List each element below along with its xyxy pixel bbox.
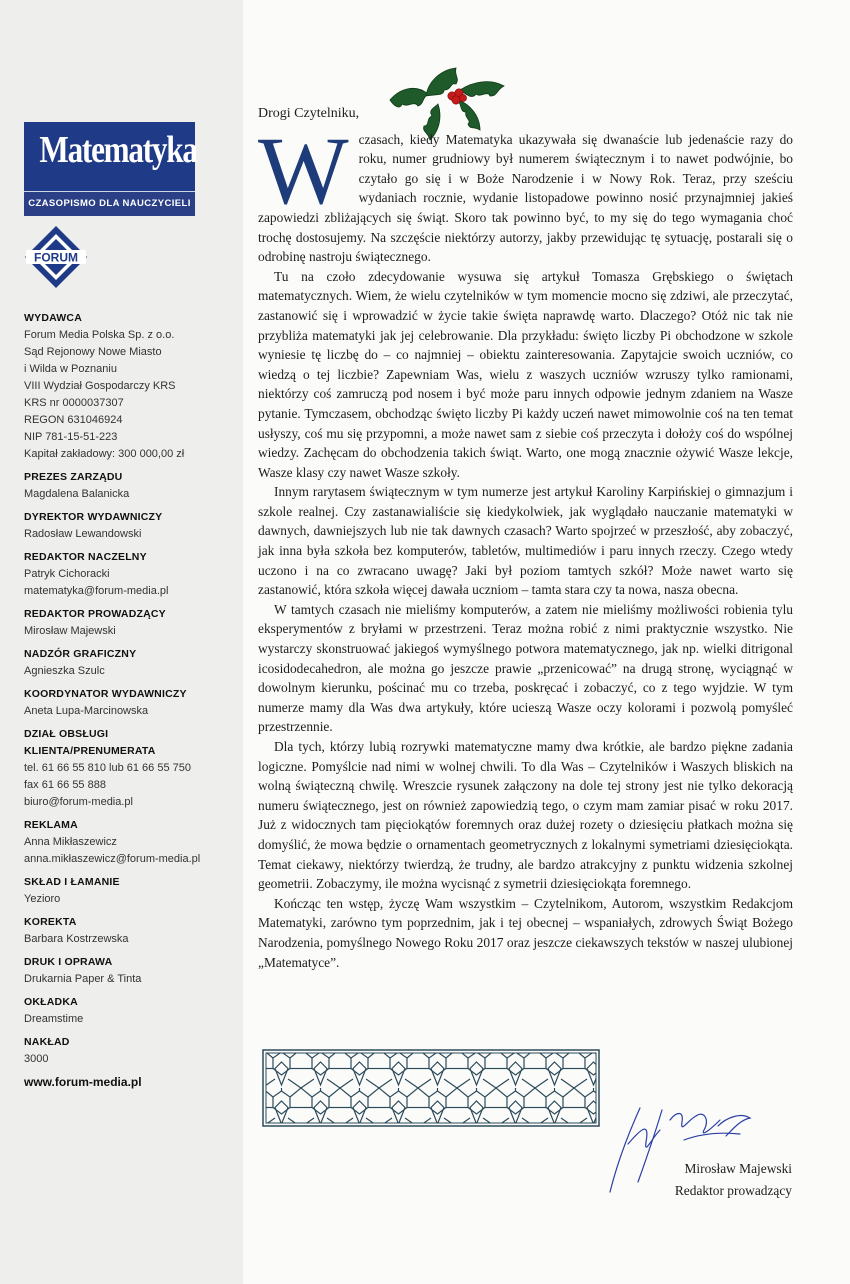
- signer-role: Redaktor prowadzący: [674, 1183, 792, 1198]
- credit-heading: SKŁAD I ŁAMANIE: [24, 876, 120, 888]
- credit-heading: KOORDYNATOR WYDAWNICZY: [24, 688, 187, 700]
- paragraph-5: Dla tych, którzy lubią rozrywki matematyczne mamy dwa krótkie, ale bardzo piękne zadania logiczne. Pomyślcie nad nimi w wolnej chwili. To dla Was – Czytelników i Waszych bliskich na wolną świąteczną chwilę. Wreszcie rysunek załączony na dole tej strony jest nie tylko dekoracją numeru świątecznego, jest on również zapowiedzią tego, o czym mam zamiar pisać w roku 2017. Już z widocznych tam pięciokątów foremnych oraz dużej rozety o dziesięciu płatkach można się domyślić, że mowa będzie o ornamentach geometrycznych z lokalnymi symetriami dziesięciokąta. Temat ciekawy, niektórzy twierdzą, że trudny, ale bardzo atrakcyjny z punktu widzenia szkolnej geometrii. Zobaczymy, ile można wycisnąć z symetrii dziesięciokąta foremnego.: [258, 739, 793, 892]
- credit-line: NIP 781-15-51-223: [24, 431, 118, 443]
- logo-subtitle: CZASOPISMO DLA NAUCZYCIELI: [28, 198, 191, 209]
- credit-line: Agnieszka Szulc: [24, 665, 105, 677]
- credit-line: i Wilda w Poznaniu: [24, 363, 117, 375]
- credit-heading: NAKŁAD: [24, 1036, 70, 1048]
- credit-line: Anna Mikłaszewicz: [24, 836, 117, 848]
- credit-heading: REDAKTOR PROWADZĄCY: [24, 608, 166, 620]
- credit-line: REGON 631046924: [24, 414, 123, 426]
- credit-heading: KOREKTA: [24, 916, 77, 928]
- magazine-logo: [24, 122, 195, 216]
- credit-block: [24, 606, 239, 640]
- credit-block: [24, 310, 239, 463]
- credit-line: Kapitał zakładowy: 300 000,00 zł: [24, 448, 185, 460]
- credit-line: Forum Media Polska Sp. z o.o.: [24, 329, 175, 341]
- credit-heading: OKŁADKA: [24, 996, 78, 1008]
- forum-logo-text: FORUM: [34, 250, 78, 265]
- credit-block: [24, 686, 239, 720]
- signature-block: [675, 1158, 792, 1202]
- credit-block: [24, 874, 239, 908]
- paragraph-2: Tu na czoło zdecydowanie wysuwa się artykuł Tomasza Grębskiego o świętach matematycznych. Wiem, że wielu czytelników w tym momencie mocno się zdziwi, ale przeczytać, zastanowić się i wprowadzić w życie takie święta naprawdę warto. Dlaczego? Otóż nic tak nie przybliża matematyki jak jej celebrowanie. Dla przykładu: święto liczby Pi obchodzone w szkole wyniesie tę liczbę do – co najmniej – obiektu zainteresowania. Zapytajcie swoich uczniów, co wiedzą o tej liczbie? Zapewniam Was, wielu z waszych uczniów wzruszy tylko ramionami, niektórzy coś zamruczą pod nosem i być może paru innych odpowie jednym zdaniem na Wasze pytanie. Tymczasem, obchodząc święto liczby Pi każdy uczeń nawet mimowolnie coś na ten temat usłyszy, coś mu się przypomni, a może nawet sam z siebie coś przeczyta i dołoży coś do wspólnej wiedzy. Zachęcam do obchodzenia takich świąt. Warto, one mogą znacznie ożywić Wasze lekcje, Wasze klasy czy nawet Wasze szkoły.: [258, 268, 793, 480]
- credit-line: Dreamstime: [24, 1013, 84, 1025]
- credit-heading: DRUK I OPRAWA: [24, 956, 113, 968]
- logo-title: Matematyka: [39, 129, 197, 171]
- dropcap-letter: W: [258, 116, 349, 224]
- credit-line: fax 61 66 55 888: [24, 779, 106, 791]
- credit-block: [24, 646, 239, 680]
- credit-line: VIII Wydział Gospodarczy KRS: [24, 380, 176, 392]
- credit-block: [24, 994, 239, 1028]
- credit-block: [24, 726, 239, 811]
- credit-line: Yezioro: [24, 893, 61, 905]
- credit-line: Radosław Lewandowski: [24, 528, 142, 540]
- paragraph-3: Innym rarytasem świątecznym w tym numerze jest artykuł Karoliny Karpińskiej o gimnazjum i szkole realnej. Czy zastanawialiście się kiedykolwiek, jak wyglądało nauczanie matematyki w dawnych, dawniejszych lub nie tak dawnych czasach? Warto spojrzeć w przeszłość, aby zobaczyć, jak inna była szkoła bez komputerów, tabletów, multimediów i paru innych rzeczy. Czego wtedy uczono i na co zwracano uwagę? Jaki był poziom tamtych szkół? Może nawet warto się zastanowić, która szkoła więcej dawała uczniom – tamta stara czy ta nowa, nasza obecna.: [258, 484, 793, 598]
- credit-block: [24, 954, 239, 988]
- credits-list: [24, 308, 239, 1091]
- credit-line: Drukarnia Paper & Tinta: [24, 973, 142, 985]
- credit-block: [24, 469, 239, 503]
- credit-heading: DYREKTOR WYDAWNICZY: [24, 511, 163, 523]
- credit-line: 3000: [24, 1053, 49, 1065]
- credit-block: [24, 817, 239, 868]
- credit-line: Magdalena Balanicka: [24, 488, 130, 500]
- website-link[interactable]: www.forum-media.pl: [24, 1075, 142, 1089]
- forum-logo-icon: [24, 225, 88, 289]
- credit-line: biuro@forum-media.pl: [24, 796, 133, 808]
- credit-block: [24, 549, 239, 600]
- credit-heading: PREZES ZARZĄDU: [24, 471, 123, 483]
- credit-line: matematyka@forum-media.pl: [24, 585, 169, 597]
- credit-line: Patryk Cichoracki: [24, 568, 110, 580]
- credit-line: Aneta Lupa-Marcinowska: [24, 705, 149, 717]
- credit-heading: REDAKTOR NACZELNY: [24, 551, 147, 563]
- credit-line: Mirosław Majewski: [24, 625, 116, 637]
- paragraph-4: W tamtych czasach nie mieliśmy komputerów, a zatem nie mieliśmy możliwości robienia tylu eksperymentów z bryłami w przestrzeni. Teraz można robić z nimi praktycznie wszystko. Nie wystarczy skonstruować jakiegoś wymyślnego potwora matematycznego, jak np. wielki ditrigonal icosidodecahedron, ale można go jeszcze prawie „przenicować” na drugą stronę, wyciągnąć w dowolnym kierunku, pościnać mu co trzeba, poskręcać i zobaczyć, co z tego wyjdzie. W tym numerze mamy dla Was dwa artykuły, które ucieszą Wasze oczy kolorami i pozwolą pomyśleć przestrzennie.: [258, 601, 793, 735]
- credit-block: [24, 914, 239, 948]
- paragraph-1: Wczasach, kiedy Matematyka ukazywała się dwanaście lub jedenaście razy do roku, numer grudniowy był numerem świątecznym i to nawet podwójnie, bo czytało go się i w Boże Narodzenie i w Nowy Rok. Teraz, przy sześciu wydaniach rocznie, wydanie listopadowe powinno nosić przynajmniej jakieś zapowiedzi zbliżających się świąt. Skoro tak powinno być, to my się do tego wymagania choć trochę dostosujemy. Na szczęście niektórzy autorzy, jakby przewidując tę sytuację, postarali się o odrobinę nastroju świątecznego.: [258, 116, 793, 265]
- credit-block: [24, 1034, 239, 1068]
- sidebar: [0, 0, 243, 1284]
- credit-heading: WYDAWCA: [24, 312, 82, 324]
- credit-line: Sąd Rejonowy Nowe Miasto: [24, 346, 162, 358]
- credit-heading: REKLAMA: [24, 819, 78, 831]
- credit-heading: NADZÓR GRAFICZNY: [24, 648, 137, 660]
- signer-name: Mirosław Majewski: [684, 1161, 792, 1176]
- editorial-letter: [258, 104, 793, 972]
- greeting: Drogi Czytelniku,: [258, 106, 360, 121]
- credit-line: tel. 61 66 55 810 lub 61 66 55 750: [24, 762, 191, 774]
- paragraph-6: Kończąc ten wstęp, życzę Wam wszystkim – Czytelnikom, Autorom, wszystkim Redakcjom Matematyki, zarówno tym poprzednim, jak i tej obecnej – wspaniałych, zdrowych Świąt Bożego Narodzenia, pomyślnego Nowego Roku 2017 oraz jeszcze ciekawszych tekstów w naszej ulubionej „Matematyce”.: [258, 895, 793, 970]
- credit-line: KRS nr 0000037307: [24, 397, 124, 409]
- credit-line: anna.mikłaszewicz@forum-media.pl: [24, 853, 201, 865]
- credit-heading: DZIAŁ OBSŁUGI KLIENTA/PRENUMERATA: [24, 728, 156, 757]
- credit-block: [24, 509, 239, 543]
- credit-line: Barbara Kostrzewska: [24, 933, 129, 945]
- geometric-ornament: [262, 1049, 600, 1127]
